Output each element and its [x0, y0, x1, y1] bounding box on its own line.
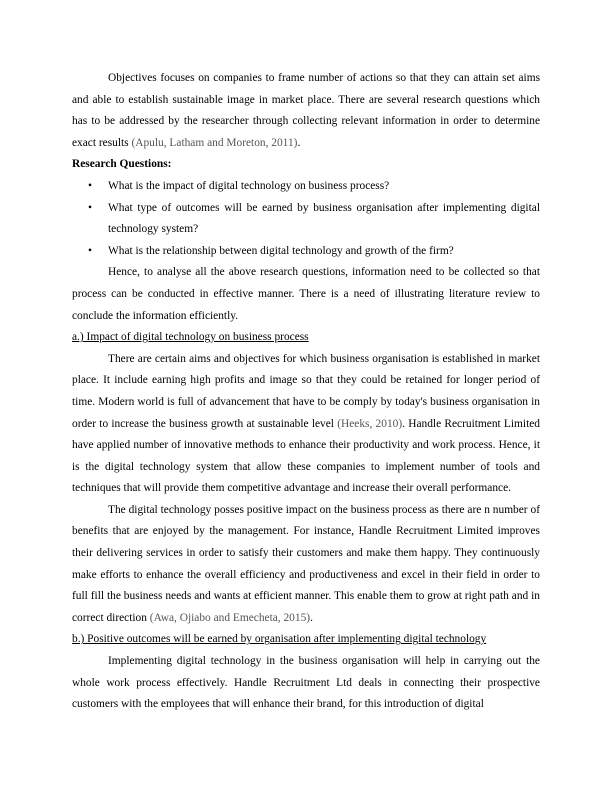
paragraph-text: The digital technology posses positive impact on the business process as there are n number of benefits that are enjoyed by the management. For instance, Handle Recruitment Limited improves their delivering services in order to satisfy their customers and make them happy. They continuously make efforts to enhance the overall efficiency and productiveness and excel in their field in order to full fill the business needs and wants at efficient manner. This enable them to grow at right path and in correct direction [72, 503, 540, 624]
paragraph-end: . Handle Recruitment Limited have applied number of innovative methods to enhance their productivity and work process. Hence, it is the digital technology system that allow these companies to implement number of tools and techniques that will provide them competitive advantage and increase their overall performance. [72, 417, 540, 495]
paragraph-positive-impact [72, 500, 540, 630]
paragraph-hence: Hence, to analyse all the above research questions, information need to be collected so that process can be conducted in effective manner. There is a need of illustrating literature review to conclude the information efficiently. [72, 266, 540, 322]
research-questions-heading: Research Questions: [72, 158, 172, 171]
citation-heeks: (Heeks, 2010) [337, 417, 403, 430]
section-b-heading: b.) Positive outcomes will be earned by organisation after implementing digital technology [72, 633, 487, 646]
bullet-icon: • [88, 244, 92, 257]
paragraph-end: . [310, 611, 313, 624]
question-text: What type of outcomes will be earned by business organisation after implementing digital technology system? [108, 201, 540, 236]
paragraph-objectives [72, 68, 540, 154]
bullet-icon: • [88, 179, 92, 192]
list-item [72, 198, 540, 241]
paragraph-implementing: Implementing digital technology in the business organisation will help in carrying out the whole work process effectively. Handle Recruitment Ltd deals in connecting their prospective customers with the employees that will enhance their brand, for this introduction of digital [72, 655, 540, 711]
citation-apulu: (Apulu, Latham and Moreton, 2011) [131, 136, 298, 149]
question-text: What is the impact of digital technology on business process? [108, 179, 390, 192]
list-item [72, 241, 540, 263]
question-text: What is the relationship between digital technology and growth of the firm? [108, 244, 454, 257]
paragraph-text: Objectives focuses on companies to frame number of actions so that they can attain set aims and able to establish sustainable image in market place. There are several research questions which has to be addressed by the researcher through collecting relevant information in order to determine exact results [72, 72, 540, 149]
paragraph-aims [72, 349, 540, 500]
paragraph-end: . [297, 136, 301, 149]
list-item [72, 176, 540, 198]
bullet-icon: • [88, 201, 92, 214]
document-body [72, 68, 540, 716]
research-questions-list [72, 176, 540, 262]
paragraph-text: There are certain aims and objectives for which business organisation is established in market place. It include earning high profits and image so that they could be retained for longer period of time. Modern world is full of advancement that have to be comply by today's business organisation in order to increase the business growth at sustainable level [72, 352, 540, 430]
citation-awa: (Awa, Ojiabo and Emecheta, 2015) [149, 611, 311, 624]
section-a-heading: a.) Impact of digital technology on business process [72, 331, 309, 344]
